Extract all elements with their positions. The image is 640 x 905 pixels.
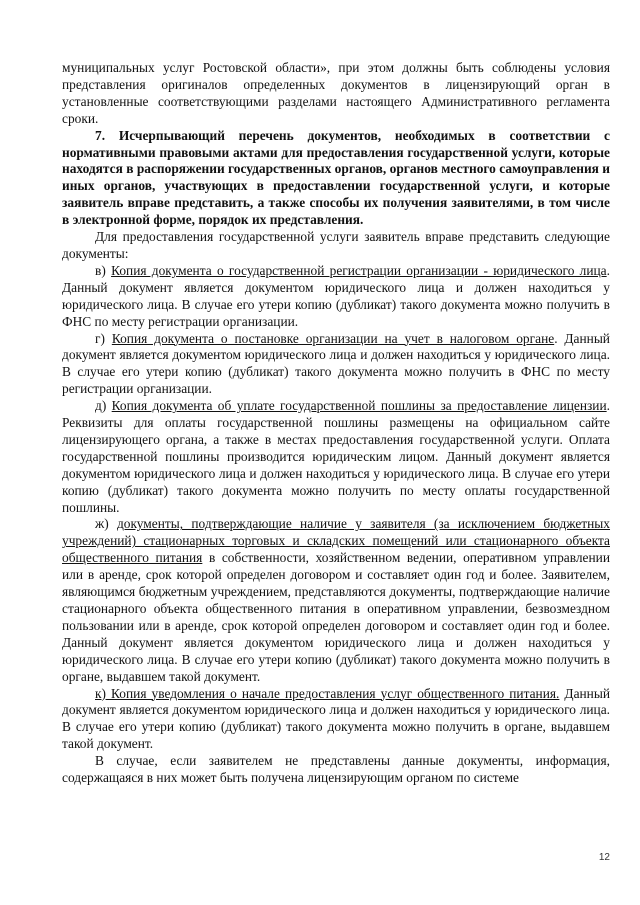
- continuation-paragraph: муниципальных услуг Ростовской области», при этом должны быть соблюдены условия представления оригиналов определенных документов в лицензирующий орган в установленные соответствующими разделами настоящего Административного регламента сроки.: [62, 60, 610, 126]
- item-paragraph: [62, 263, 610, 331]
- item-prefix: д): [95, 398, 112, 414]
- item-paragraph: [62, 516, 610, 685]
- item-title: к) Копия уведомления о начале предоставления услуг общественного питания.: [95, 685, 560, 701]
- item-title: Копия документа о государственной регистрации организации - юридического лица: [111, 262, 607, 278]
- item-paragraph: [62, 686, 610, 754]
- item-prefix: г): [95, 330, 112, 346]
- section-heading: 7. Исчерпывающий перечень документов, необходимых в соответствии с нормативными правовыми актами для предоставления государственной услуги, которые находятся в распоряжении государственных органов, органов местного самоуправления и иных органов, участвующих в предоставлении государственной услуги, и которые заявитель вправе представить, а также способы их получения заявителями, в том числе в электронной форме, порядок их представления.: [62, 127, 610, 228]
- item-prefix: ж): [95, 516, 117, 532]
- item-text: . Данный документ является документом юридического лица и должен находиться у юридического лица. В случае его утери копию (дубликат) такого документа можно получить в ФНС по месту регистрации организации.: [62, 330, 610, 397]
- item-title: Копия документа об уплате государственной пошлины за предоставление лицензии: [111, 398, 607, 414]
- document-page: [62, 60, 610, 787]
- page-number: 12: [598, 852, 610, 863]
- item-title: Копия документа о постановке организации на учет в налоговом органе: [111, 330, 555, 346]
- item-paragraph: [62, 331, 610, 399]
- item-prefix: в): [95, 262, 112, 278]
- item-text: . Реквизиты для оплаты государственной пошлины размещены на официальном сайте лицензирующего органа, а также в местах предоставления государственной услуги. Оплата государственной пошлины производится юридическим лицом. Данный документ является документом юридического лица и должен находиться у юридического лица. В случае его утери копию (дубликат) такого документа можно получить по месту оплаты государственной пошлины.: [62, 398, 610, 515]
- intro-paragraph: Для предоставления государственной услуги заявитель вправе представить следующие документы:: [62, 229, 610, 261]
- item-title: документы, подтверждающие наличие у заявителя (за исключением бюджетных учреждений) стационарных торговых и складских помещений или стационарного объекта общественного питания: [62, 516, 611, 566]
- item-paragraph: [62, 398, 610, 516]
- item-text: . Данный документ является документом юридического лица и должен находиться у юридического лица. В случае его утери копию (дубликат) такого документа можно получить в ФНС по месту регистрации организации.: [62, 262, 610, 329]
- item-text: в собственности, хозяйственном ведении, оперативном управлении или в аренде, срок которой определен договором и составляет один год и более. Заявителем, являющимся бюджетным учреждением, представляются документы, подтверждающие наличие стационарного объекта общественного питания в оперативном управлении, безвозмездном пользовании или в аренде, срок которой определен договором и составляет один год и более. Данный документ является документом юридического лица и должен находиться у юридического лица. В случае его утери копию (дубликат) такого документа можно получить в органе, выдавшем такой документ.: [62, 550, 610, 684]
- item-text: Данный документ является документом юридического лица и должен находиться у юридического лица. В случае его утери копию (дубликат) такого документа можно получить в органе, выдавшем такой документ.: [62, 685, 611, 752]
- closing-paragraph: В случае, если заявителем не представлены данные документы, информация, содержащаяся в них может быть получена лицензирующим органом по системе: [62, 753, 610, 786]
